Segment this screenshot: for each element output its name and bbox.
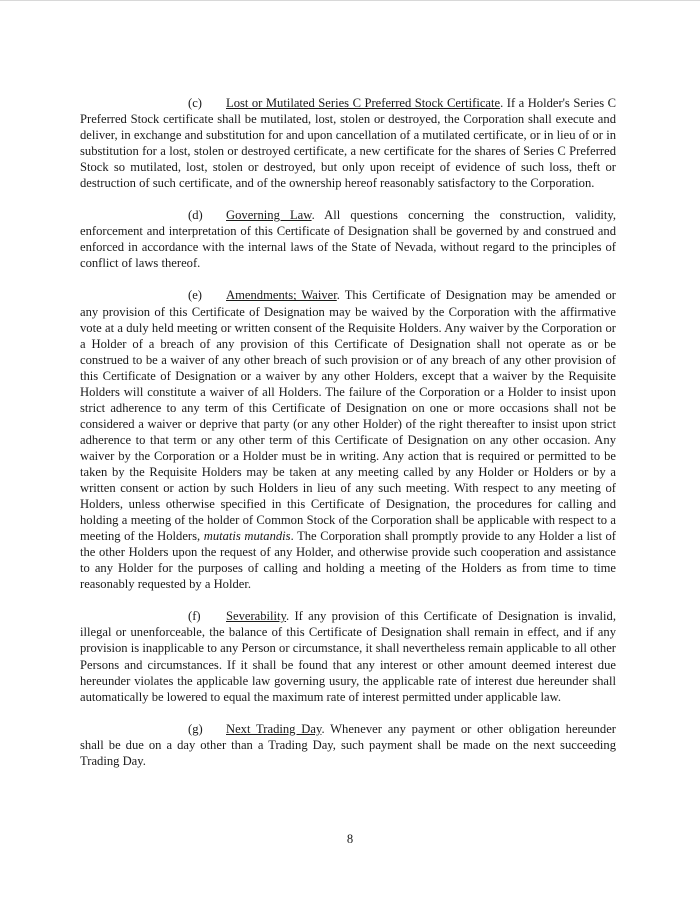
latin-phrase: mutatis mutandis [203,529,291,544]
section-body: . This Certificate of Designation may be amended or any provision of this Certificate of Designation may be waived by the Corporation with the affirmative vote at a duly held meeting or written consent of the Requisite Holders. Any waiver by the Corporation or a Holder of a breach of any provision of this Certificate of Designation shall not operate as or be construed to be a waiver of any other breach of such provision or of any breach of any other provision of this Certificate of Designation or a waiver by any other Holders, except that a waiver by the Requisite Holders will constitute a waiver of all Holders. The failure of the Corporation or a Holder to insist upon strict adherence to any term of this Certificate of Designation on one or more occasions shall not be considered a waiver or deprive that party (or any other Holder) of the right thereafter to insist upon strict adherence to that term or any other term of this Certificate of Designation on any other occasion. Any waiver by the Corporation or a Holder must be in writing. Any action that is required or permitted to be taken by the Requisite Holders may be taken at any meeting called by any Holder or Holders or by a written consent or action by such Holders in lieu of any such meeting. With respect to any meeting of Holders, unless otherwise specified in this Certificate of Designation, the procedures for calling and holding a meeting of the holder of Common Stock of the Corporation shall be applicable with respect to a meeting of the Holders, [80,288,616,544]
section-label: (c) [188,96,202,110]
section-g-paragraph [80,721,616,769]
section-d-paragraph [80,207,616,271]
document-page [80,95,616,785]
page-number: 8 [346,832,354,846]
section-body: . If any provision of this Certificate of Designation is invalid, illegal or unenforceable, the balance of this Certificate of Designation shall remain in effect, and if any provision is inapplicable to any Person or circumstance, it shall nevertheless remain applicable to all other Persons and circumstances. If it shall be found that any interest or other amount deemed interest due hereunder violates the applicable law governing usury, the applicable rate of interest due hereunder shall automatically be lowered to equal the maximum rate of interest permitted under applicable law. [80,609,616,704]
section-e-paragraph [80,287,616,592]
section-body: . If a Holder's Series C Preferred Stock certificate shall be mutilated, lost, stolen or destroyed, the Corporation shall execute and deliver, in exchange and substitution for and upon cancellation of a mutilated certificate, or in lieu of or in substitution for a lost, stolen or destroyed certificate, a new certificate for the shares of Series C Preferred Stock so mutilated, lost, stolen or destroyed, but only upon receipt of evidence of such loss, theft or destruction of such certificate, and of the ownership hereof reasonably satisfactory to the Corporation. [80,96,616,191]
section-label: (e) [188,288,202,303]
top-scan-edge [0,0,700,1]
section-heading-amendments-waiver: Amendments; Waiver [226,288,337,303]
section-f-paragraph [80,608,616,704]
section-heading-severability: Severability [226,609,287,624]
section-heading-lost-certificate: Lost or Mutilated Series C Preferred Stock Certificate [226,96,501,110]
section-body: . All questions concerning the construction, validity, enforcement and interpretation of this Certificate of Designation shall be governed by and construed and enforced in accordance with the internal laws of the State of Nevada, without regard to the principles of conflict of laws thereof. [80,208,616,271]
section-label: (d) [188,208,203,223]
section-body: . Whenever any payment or other obligation hereunder shall be due on a day other than a Trading Day, such payment shall be made on the next succeeding Trading Day. [80,721,616,768]
section-body-continued: . The Corporation shall promptly provide to any Holder a list of the other Holders upon the request of any Holder, and otherwise provide such cooperation and assistance to any Holder for the purposes of calling and holding a meeting of the Holders as from time to time reasonably requested by a Holder. [80,529,617,592]
section-heading-governing-law: Governing Law [226,208,312,223]
section-label: (g) [188,721,203,736]
section-c-paragraph [80,95,616,191]
section-label: (f) [188,609,201,624]
section-heading-next-trading-day: Next Trading Day [226,721,322,736]
